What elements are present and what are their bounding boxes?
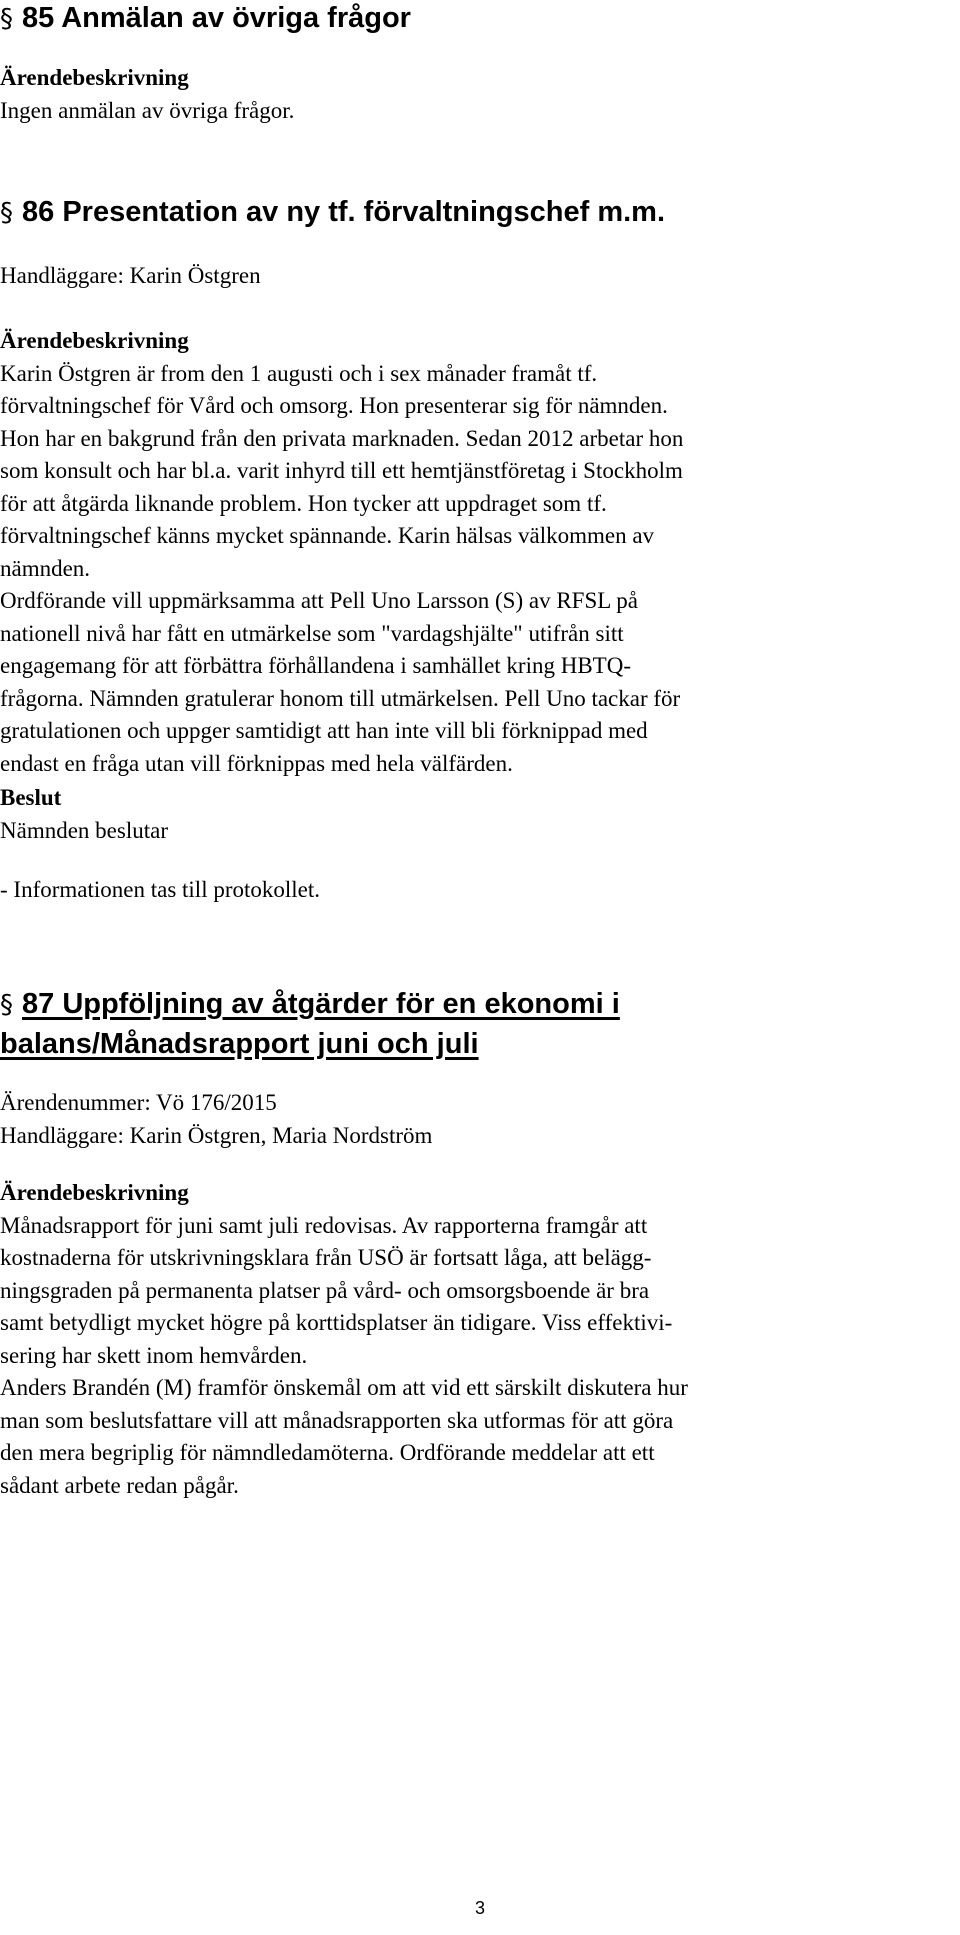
handler-line [0, 260, 955, 293]
text-line: gratulationen och uppger samtidigt att han inte vill bli förknippad med [0, 718, 648, 743]
text-line: man som beslutsfattare vill att månadsrapporten ska utformas för att göra [0, 1407, 674, 1433]
decision-item [0, 874, 955, 907]
text-line: för att åtgärda liknande problem. Hon tycker att uppdraget som tf. [0, 490, 607, 516]
section-heading-87: § 87 Uppföljning av åtgärder för en ekonomi i [0, 984, 620, 1025]
text-line: förvaltningschef känns mycket spännande. Karin hälsas välkommen av [0, 523, 655, 548]
section-85-body [0, 62, 955, 127]
section-87-description [0, 1177, 955, 1372]
body-paragraph [0, 585, 955, 780]
section-87-meta [0, 1087, 955, 1152]
text-line: den mera begriplig för nämndledamöterna. Ordförande meddelar att ett [0, 1440, 655, 1465]
case-number: Ärendenummer: Vö 176/2015 [0, 1090, 277, 1115]
text-line: samt betydligt mycket högre på korttidsplatser än tidigare. Viss effektivi- [0, 1310, 673, 1335]
text-line: Anders Brandén (M) framför önskemål om att vid ett särskilt diskutera hur [0, 1375, 688, 1400]
section-bullet-icon: § [0, 198, 13, 228]
case-description-label: Ärendebeskrivning [0, 65, 189, 90]
text-line: förvaltningschef för Vård och omsorg. Hon presenterar sig för nämnden. [0, 393, 668, 418]
text-line: Ordförande vill uppmärksamma att Pell Uno Larsson (S) av RFSL på [0, 588, 638, 613]
section-heading-87-line-2: balans/Månadsrapport juni och juli [0, 1028, 479, 1060]
text-line: Karin Östgren är from den 1 augusti och i sex månader framåt tf. [0, 360, 598, 386]
text-line: sering har skett inom hemvården. [0, 1342, 308, 1368]
section-bullet-icon: § [0, 990, 13, 1020]
case-description-label: Ärendebeskrivning [0, 328, 189, 353]
text-line: endast en fråga utan vill förknippas med hela välfärden. [0, 750, 513, 776]
section-bullet-icon: § [0, 4, 13, 34]
case-description-label: Ärendebeskrivning [0, 1180, 189, 1205]
text-line: ningsgraden på permanenta platser på vård- och omsorgsboende är bra [0, 1277, 650, 1303]
case-description-text: Ingen anmälan av övriga frågor. [0, 97, 295, 123]
text-line: Hon har en bakgrund från den privata marknaden. Sedan 2012 arbetar hon [0, 425, 684, 451]
body-paragraph [0, 1372, 955, 1502]
handler-text: Handläggare: Karin Östgren, Maria Nordström [0, 1122, 433, 1148]
text-line: nationell nivå har fått en utmärkelse som "vardagshjälte" utifrån sitt [0, 620, 624, 646]
case-description-paragraph [0, 1210, 955, 1373]
text-line: sådant arbete redan pågår. [0, 1472, 239, 1498]
section-86-paragraph-2 [0, 585, 955, 780]
decision-block [0, 782, 955, 847]
section-86-description [0, 325, 955, 585]
text-line: Månadsrapport för juni samt juli redovisas. Av rapporterna framgår att [0, 1212, 648, 1238]
decision-intro: Nämnden beslutar [0, 817, 168, 843]
case-description-paragraph [0, 358, 955, 586]
text-line: kostnaderna för utskrivningsklara från USÖ är fortsatt låga, att belägg- [0, 1245, 652, 1270]
decision-label: Beslut [0, 785, 62, 810]
text-line: frågorna. Nämnden gratulerar honom till utmärkelsen. Pell Uno tackar för [0, 685, 681, 711]
decision-item-text: - Informationen tas till protokollet. [0, 877, 321, 902]
text-line: engagemang för att förbättra förhållandena i samhället kring HBTQ- [0, 653, 631, 678]
text-line: nämnden. [0, 555, 91, 581]
page-number: 3 [474, 1898, 485, 1918]
section-heading-85: § 85 Anmälan av övriga frågor [0, 0, 411, 39]
section-heading-86: § 86 Presentation av ny tf. förvaltningschef m.m. [0, 192, 665, 233]
handler-text: Handläggare: Karin Östgren [0, 263, 261, 288]
text-line: som konsult och har bl.a. varit inhyrd till ett hemtjänstföretag i Stockholm [0, 458, 683, 483]
section-87-paragraph-2 [0, 1372, 955, 1502]
